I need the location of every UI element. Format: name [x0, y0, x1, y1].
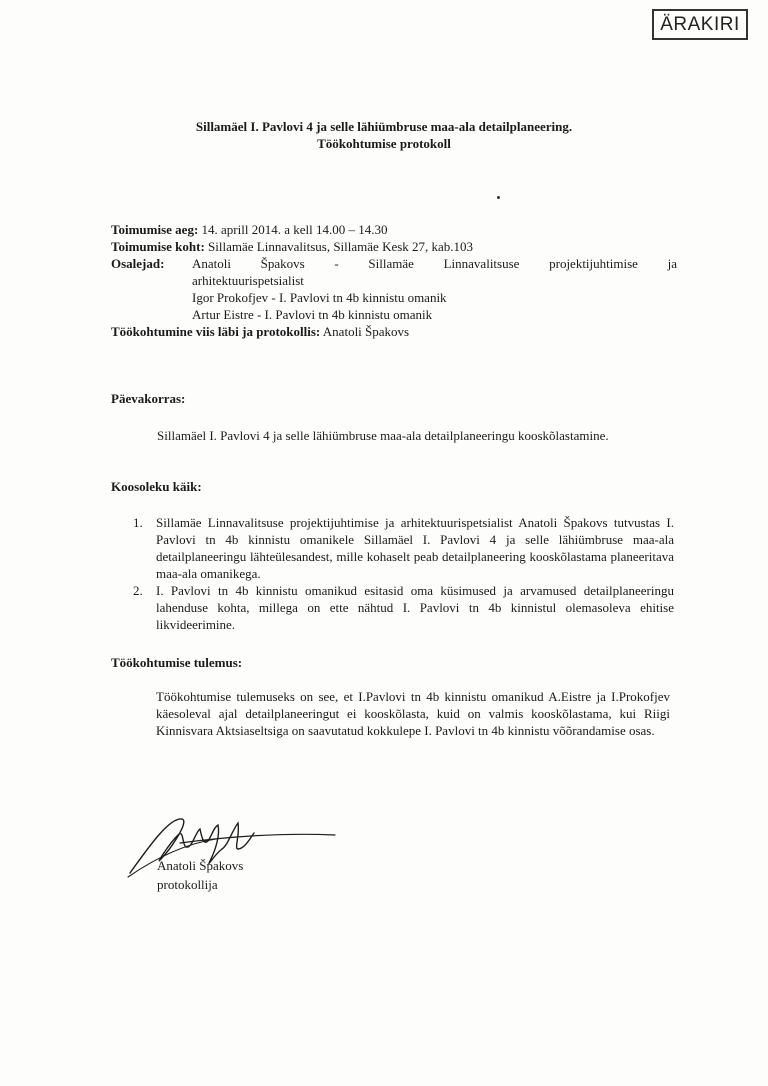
conducted-value: Anatoli Špakovs: [322, 324, 410, 339]
signatory-name: Anatoli Špakovs: [157, 858, 244, 873]
time-value: 14. aprill 2014. a kell 14.00 – 14.30: [201, 222, 388, 237]
meeting-place: [111, 238, 473, 255]
document-title: Sillamäel I. Pavlovi 4 ja selle lähiümbruse maa-ala detailplaneering.: [195, 119, 573, 134]
meeting-time: [111, 221, 387, 238]
conducted-label: Töökohtumine viis läbi ja protokollis:: [111, 324, 321, 339]
agenda-text: Sillamäel I. Pavlovi 4 ja selle lähiümbruse maa-ala detailplaneeringu kooskõlastamine.: [157, 428, 609, 443]
place-value: Sillamäe Linnavalitsus, Sillamäe Kesk 27, kab.103: [208, 239, 474, 254]
place-label: Toimumise koht:: [111, 239, 205, 254]
signatory-role: protokollija: [157, 877, 218, 892]
agenda-heading: Päevakorras:: [111, 391, 186, 406]
scan-speck: [497, 196, 500, 199]
participants-label: Osalejad:: [111, 256, 165, 271]
proceedings-item-2: I. Pavlovi tn 4b kinnistu omanikud esitasid oma küsimused ja arvamused detailplaneeringu lahenduse kohta, millega on ette nähtud I. Pavlovi tn 4b kinnistul olemasoleva ehitise likvideerimine.: [156, 583, 674, 632]
conducted-by: [111, 323, 409, 340]
participant-1: Anatoli Špakovs - Sillamäe Linnavalitsuse projektijuhtimise ja: [192, 256, 677, 271]
item-2-number: 2.: [133, 583, 143, 598]
document-subtitle: Töökohtumise protokoll: [317, 136, 451, 151]
time-label: Toimumise aeg:: [111, 222, 199, 237]
result-text: Töökohtumise tulemuseks on see, et I.Pavlovi tn 4b kinnistu omanikud A.Eistre ja I.Prokofjev käesoleval ajal detailplaneeringut ei kooskõlasta, kuid on valmis kooskõlastama, kui Riigi Kinnisvara Aktsiaseltsiga on saavutatud kokkulepe I. Pavlovi tn 4b kinnistu võõrandamise osas.: [156, 689, 670, 738]
proceedings-item-1: Sillamäe Linnavalitsuse projektijuhtimise ja arhitektuurispetsialist Anatoli Špakovs tutvustas I. Pavlovi tn 4b kinnistu omanikele Sillamäel I. Pavlovi 4 ja selle lähiümbruse maa-ala detailplaneeringu lähteülesandest, mille kohaselt peab detailplaneering kooskõlastama planeeritava maa-ala omanikega.: [156, 515, 674, 581]
item-1-number: 1.: [133, 515, 143, 530]
proceedings-heading: Koosoleku käik:: [111, 479, 202, 494]
participant-2: Igor Prokofjev - I. Pavlovi tn 4b kinnistu omanik: [192, 290, 447, 305]
copy-stamp: ÄRAKIRI: [652, 9, 748, 40]
participant-3: Artur Eistre - I. Pavlovi tn 4b kinnistu omanik: [192, 307, 433, 322]
participant-1-role: arhitektuurispetsialist: [192, 273, 304, 288]
result-heading: Töökohtumise tulemus:: [111, 655, 243, 670]
